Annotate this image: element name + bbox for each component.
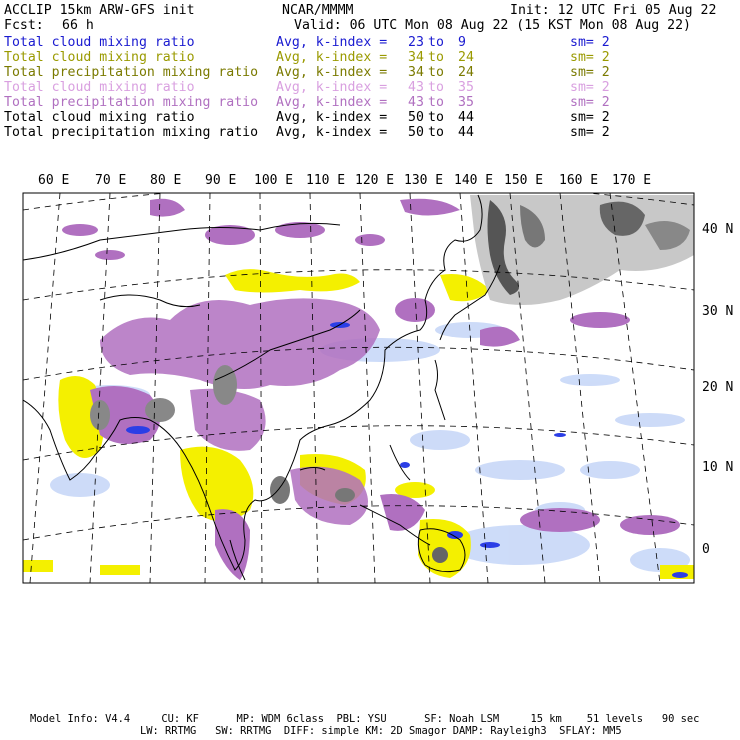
legend-smoothing: sm= 2 (570, 80, 610, 95)
legend-to-label: to (428, 95, 444, 110)
legend-k-to: 44 (458, 125, 474, 140)
legend-k-from: 23 (408, 35, 424, 50)
legend-to-label: to (428, 125, 444, 140)
forecast-hours: 66 h (62, 18, 94, 33)
longitude-label: 110 E (306, 173, 346, 188)
forecast-label: Fcst: (4, 18, 44, 33)
legend-field-name: Total cloud mixing ratio (4, 110, 195, 125)
longitude-labels (38, 173, 651, 188)
legend-avg-label: Avg, k-index = (276, 95, 388, 110)
legend-smoothing: sm= 2 (570, 125, 610, 140)
longitude-label: 120 E (355, 173, 395, 188)
legend-field-name: Total cloud mixing ratio (4, 35, 195, 50)
init-time: Init: 12 UTC Fri 05 Aug 22 (510, 3, 717, 18)
legend-k-from: 43 (408, 80, 424, 95)
legend-avg-label: Avg, k-index = (276, 80, 388, 95)
legend-field-name: Total cloud mixing ratio (4, 80, 195, 95)
latitude-label: 10 N (702, 460, 734, 475)
legend-field-name: Total precipitation mixing ratio (4, 65, 259, 80)
longitude-label: 140 E (454, 173, 494, 188)
legend-field-name: Total precipitation mixing ratio (4, 95, 259, 110)
latitude-labels (702, 222, 733, 557)
physics-info-line: LW: RRTMG SW: RRTMG DIFF: simple KM: 2D Smagor DAMP: Rayleigh3 SFLAY: MM5 (140, 725, 622, 737)
legend-k-to: 35 (458, 80, 474, 95)
legend-k-to: 35 (458, 95, 474, 110)
legend-k-from: 50 (408, 110, 424, 125)
latitude-label: 0 (702, 542, 710, 557)
longitude-label: 90 E (205, 173, 237, 188)
legend-smoothing: sm= 2 (570, 95, 610, 110)
legend-field-name: Total precipitation mixing ratio (4, 125, 259, 140)
model-title: ACCLIP 15km ARW-GFS init (4, 3, 195, 18)
legend-to-label: to (428, 65, 444, 80)
latitude-label: 30 N (702, 304, 734, 319)
latitude-label: 20 N (702, 380, 734, 395)
longitude-label: 160 E (559, 173, 599, 188)
valid-time: Valid: 06 UTC Mon 08 Aug 22 (15 KST Mon 08 Aug 22) (294, 18, 691, 33)
longitude-label: 80 E (150, 173, 182, 188)
legend-k-from: 50 (408, 125, 424, 140)
legend-k-to: 44 (458, 110, 474, 125)
model-info-line: Model Info: V4.4 CU: KF MP: WDM 6class PBL: YSU SF: Noah LSM 15 km 51 levels 90 sec (30, 713, 700, 725)
legend-k-to: 24 (458, 50, 474, 65)
longitude-label: 60 E (38, 173, 70, 188)
legend-smoothing: sm= 2 (570, 35, 610, 50)
organization-label: NCAR/MMMM (282, 3, 354, 18)
legend-avg-label: Avg, k-index = (276, 125, 388, 140)
legend-avg-label: Avg, k-index = (276, 110, 388, 125)
longitude-label: 100 E (254, 173, 294, 188)
longitude-label: 130 E (404, 173, 444, 188)
legend-k-to: 24 (458, 65, 474, 80)
legend-to-label: to (428, 35, 444, 50)
legend-avg-label: Avg, k-index = (276, 35, 388, 50)
longitude-label: 70 E (95, 173, 127, 188)
latitude-label: 40 N (702, 222, 734, 237)
legend-avg-label: Avg, k-index = (276, 50, 388, 65)
legend-k-from: 34 (408, 65, 424, 80)
legend-field-name: Total cloud mixing ratio (4, 50, 195, 65)
legend-to-label: to (428, 80, 444, 95)
legend-k-from: 43 (408, 95, 424, 110)
legend-avg-label: Avg, k-index = (276, 65, 388, 80)
legend-k-from: 34 (408, 50, 424, 65)
legend-to-label: to (428, 110, 444, 125)
legend-k-to: 9 (458, 35, 466, 50)
legend-smoothing: sm= 2 (570, 50, 610, 65)
longitude-label: 150 E (504, 173, 544, 188)
longitude-label: 170 E (612, 173, 652, 188)
legend-smoothing: sm= 2 (570, 110, 610, 125)
legend-smoothing: sm= 2 (570, 65, 610, 80)
legend-to-label: to (428, 50, 444, 65)
